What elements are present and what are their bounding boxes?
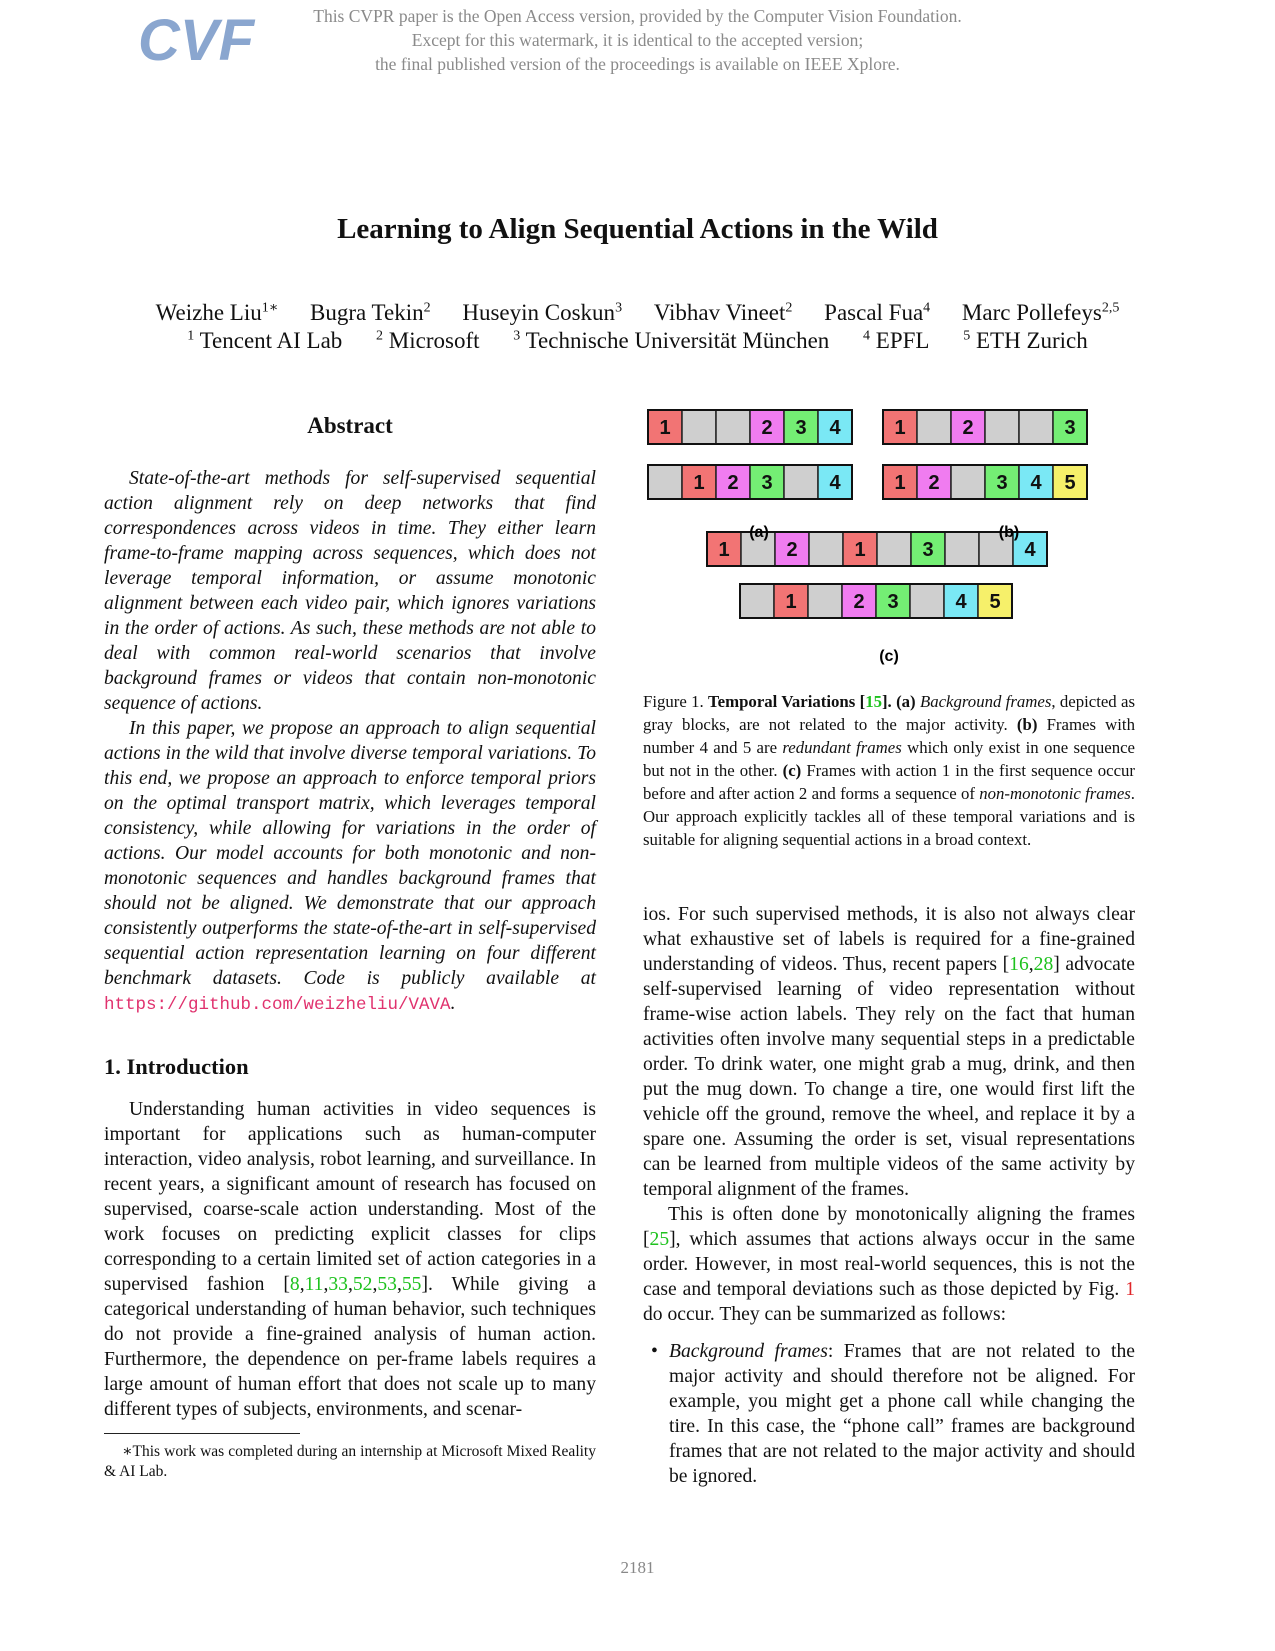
frame-block [945,532,979,566]
author: Bugra Tekin$^2$ [310,300,431,325]
figure-1 [643,408,1125,664]
frame-label: 3 [922,539,934,561]
watermark-line-2: Except for this watermark, it is identical to the accepted version; [411,30,864,50]
frame-block [784,465,818,499]
figure-reference-link[interactable]: 1 [1125,1279,1135,1300]
watermark-line-3: the final published version of the proceedings is available on IEEE Xplore. [375,54,900,74]
author: Vibhav Vineet$^2$ [653,300,793,325]
intro-paragraph-3: This is often done by monotonically aligning the frames [25], which assumes that actions always occur in the same order. However, in most real-world sequences, this is not the case and temporal deviations such as those depicted by Fig. 1 do occur. They can be summarized as follows: [643,1204,1135,1325]
citation-link[interactable]: 53 [377,1274,397,1295]
frame-label: 4 [829,417,841,439]
frame-block [716,410,750,444]
author: Huseyin Coskun$^3$ [462,300,623,325]
frame-label: 3 [795,417,807,439]
frame-label: 3 [996,472,1008,494]
frame-label: 1 [785,591,797,613]
frame-block [951,465,985,499]
frame-block [917,410,951,444]
citation-link[interactable]: 11 [304,1274,324,1295]
frame-block [682,410,716,444]
affiliation-list [0,326,1275,355]
cvf-logo-text: CVF [138,8,254,73]
intro-paragraph-1: Understanding human activities in video sequences is important for applications such as human-computer interaction, video analysis, robot learning, and surveillance. In recent years, a significant amount of research has focused on supervised, coarse-scale action understanding. Most of the work focuses on predicting explicit classes for clips corresponding to a certain limited set of action categories in a supervised fashion [8,11,33,52,53,55]. While giving a categorical understanding of human behavior, such techniques do not provide a fine-grained analysis of human action. Furthermore, the dependence on per-frame labels requires a large amount of human effort that does not scale up to many different types of subjects, environments, and scenar- [104,1099,596,1420]
intro-left-column [104,1097,596,1422]
frame-label: 3 [887,591,899,613]
author: Weizhe Liu$^{1∗}$ [155,300,279,325]
frame-label: 1 [894,472,906,494]
citation-link[interactable]: 52 [352,1274,373,1295]
frame-block [910,584,944,618]
affiliation: $^3$ Technische Universität München [513,328,830,353]
bullet-icon: • [651,1341,658,1362]
frame-label: 5 [1064,472,1076,494]
subfig-label-c: (c) [879,648,899,665]
frame-label: 4 [1030,472,1042,494]
frame-label: 4 [955,591,967,613]
frame-label: 1 [659,417,671,439]
frame-label: 2 [928,472,940,494]
frame-block [1019,410,1053,444]
frame-block [648,465,682,499]
frame-label: 2 [727,472,739,494]
frame-label: 1 [854,539,866,561]
frame-block [985,410,1019,444]
affiliation: $^5$ ETH Zurich [963,328,1088,353]
frame-label: 1 [718,539,730,561]
affiliation: $^4$ EPFL [863,328,930,353]
frame-block [877,532,911,566]
citation-link[interactable]: 8 [289,1274,300,1295]
affiliation: $^2$ Microsoft [376,328,480,353]
citation-link[interactable]: 55 [401,1274,422,1295]
code-link[interactable]: https://github.com/weizheliu/VAVA [104,995,451,1015]
frame-label: 4 [1024,539,1036,561]
page-number: 2181 [620,1558,655,1577]
frame-label: 2 [761,417,773,439]
paper-title: Learning to Align Sequential Actions in the Wild [337,213,938,245]
frame-label: 2 [853,591,865,613]
intro-right-column [643,902,1135,1489]
abstract-paragraph-1: State-of-the-art methods for self-supervised sequential action alignment rely on deep networks that find correspondences across videos in time. They either learn frame-to-frame mapping across sequences, which does not leverage temporal information, or assume monotonic alignment between each video pair, which ignores variations in the order of actions. As such, these methods are not able to deal with common real-world scenarios that involve background frames or videos that contain non-monotonic sequence of actions. [104,468,596,714]
watermark [0,4,1275,76]
author: Marc Pollefeys$^{2,5}$ [961,300,1120,325]
frame-label: 5 [989,591,1001,613]
citation-link[interactable]: 28 [1033,954,1054,975]
frame-label: 1 [693,472,705,494]
subfig-label-a: (a) [749,524,769,541]
intro-paragraph-2: ios. For such supervised methods, it is also not always clear what exhaustive set of labels is required for a fine-grained understanding of videos. Thus, recent papers [16,28] advocate self-supervised learning of video representation without frame-wise action labels. They rely on the fact that human activities often involve many sequential steps in a predictable order. To drink water, one might grab a mug, drink, and then put the mug down. To change a tire, one would first lift the vehicle off the ground, remove the wheel, and replace it by a spare one. Assuming the order is set, visual representations can be learned from multiple videos of the same activity by temporal alignment of the frames. [643,904,1135,1200]
bullet-item: • Background frames: Frames that are not related to the major activity and should therefore not be aligned. For example, you might get a phone call while changing the tire. In this case, the “phone call” frames are background frames that are not related to the major activity and should be ignored. [651,1341,1135,1487]
figure-sequences [648,410,1087,618]
frame-label: 2 [786,539,798,561]
abstract-heading: Abstract [307,413,393,438]
frame-block [809,532,843,566]
frame-label: 1 [894,417,906,439]
frame-block [740,584,774,618]
frame-label: 3 [1064,417,1076,439]
watermark-line-1: This CVPR paper is the Open Access version, provided by the Computer Vision Foundation. [313,6,962,26]
abstract-body [104,466,596,1018]
footnote-divider [104,1433,300,1434]
frame-label: 3 [761,472,773,494]
citation-link[interactable]: 16 [1009,954,1029,975]
author: Pascal Fua$^4$ [824,300,931,325]
citation-link[interactable]: 33 [328,1274,348,1295]
frame-label: 4 [829,472,841,494]
citation-link[interactable]: 25 [649,1229,670,1250]
citation-link[interactable]: 15 [865,692,882,711]
author-list [0,298,1275,327]
affiliation: $^1$ Tencent AI Lab [187,328,343,353]
abstract-paragraph-2: In this paper, we propose an approach to align sequential actions in the wild that involve diverse temporal variations. To this end, we propose an approach to enforce temporal priors on the optimal transport matrix, which leverages temporal consistency, while allowing for variations in the order of actions. Our model accounts for both monotonic and non-monotonic sequences and handles background frames that should not be aligned. We demonstrate that our approach consistently outperforms the state-of-the-art in self-supervised sequential action representation learning on four different benchmark datasets. Code is publicly available at https://github.com/weizheliu/VAVA. [104,718,596,1015]
footnote: ∗This work was completed during an internship at Microsoft Mixed Reality & AI Lab. [104,1443,596,1480]
subfig-label-b: (b) [998,524,1020,541]
figure-1-caption: Figure 1. Temporal Variations [15]. (a) Background frames, depicted as gray blocks, are not related to the major activity. (b) Frames with number 4 and 5 are redundant frames which only exist in one sequence but not in the other. (c) Frames with action 1 in the first sequence occur before and after action 2 and forms a sequence of non-monotonic frames. Our approach explicitly tackles all of these temporal variations and is suitable for aligning sequential actions in a broad context. [643,692,1135,849]
section-heading-introduction: 1. Introduction [104,1054,249,1079]
frame-label: 2 [962,417,974,439]
frame-block [808,584,842,618]
